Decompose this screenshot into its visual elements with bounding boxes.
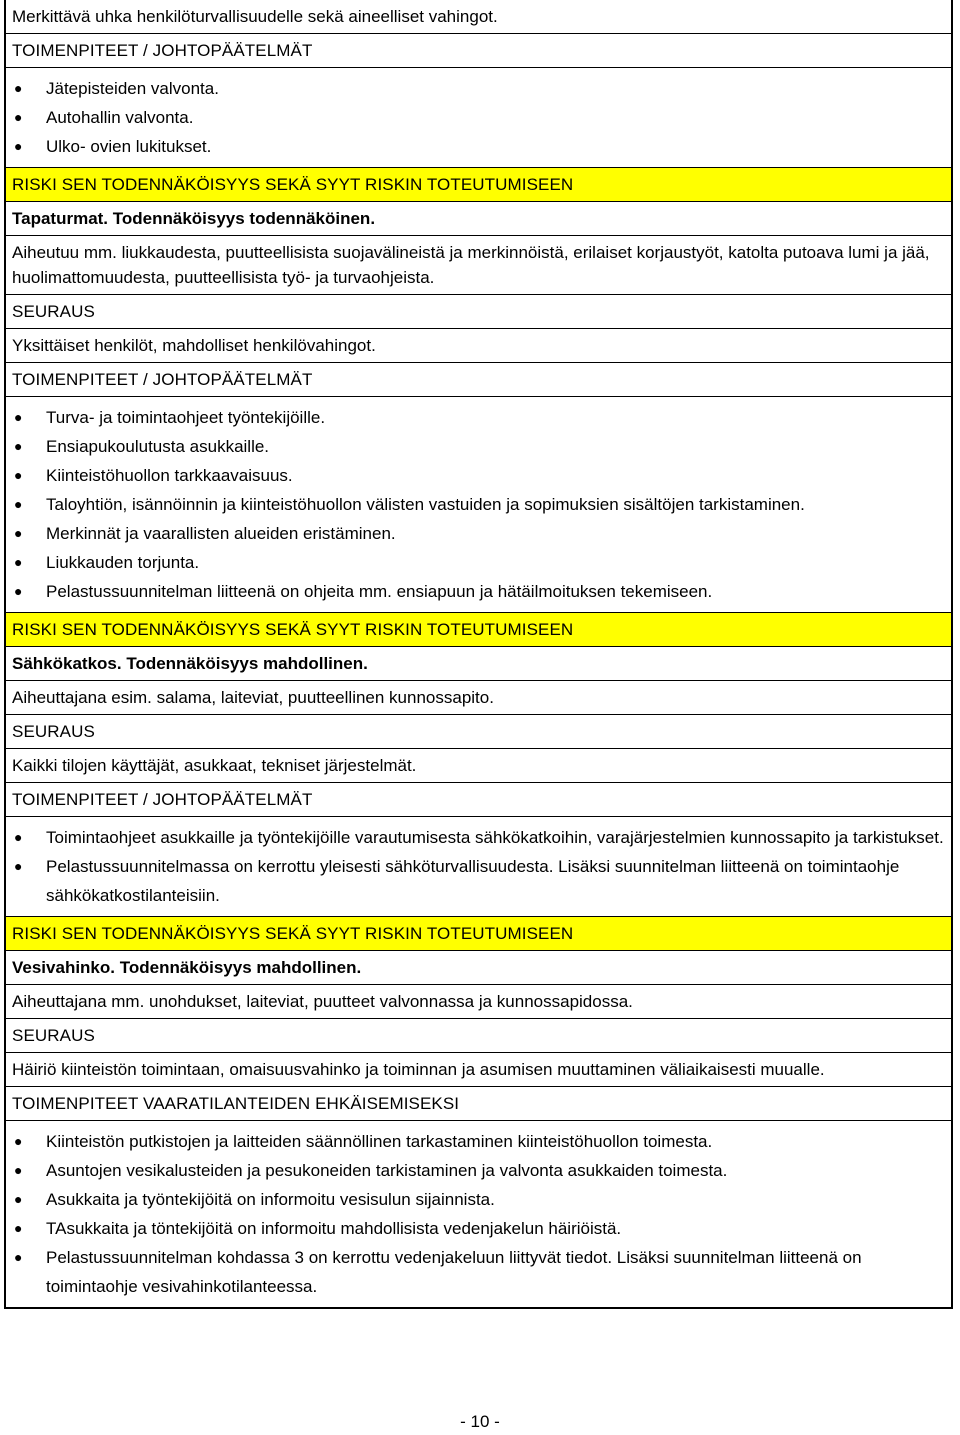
page-number: - 10 - [460, 1412, 500, 1431]
bullet-icon: ● [14, 80, 23, 96]
list-item-text: TAsukkaita ja töntekijöitä on informoitu mahdollisista vedenjakelun häiriöistä. [46, 1219, 622, 1238]
risk-title-row [6, 201, 951, 235]
list-item [12, 403, 945, 432]
list-item [12, 577, 945, 606]
body-text: Aiheutuu mm. liukkaudesta, puutteellisista suojavälineistä ja merkinnöistä, erilaiset korjaustyöt, katolta putoava lumi ja jää, huolimattomuudesta, puutteellisista työ- ja turvaohjeista. [12, 243, 930, 287]
risk-heading-row [6, 916, 951, 950]
text-row [6, 1052, 951, 1086]
list-item-text: Ensiapukoulutusta asukkaille. [46, 437, 270, 456]
section-heading: TOIMENPITEET / JOHTOPÄÄTELMÄT [12, 41, 313, 60]
risk-heading-row [6, 167, 951, 201]
risk-title: Sähkökatkos. Todennäköisyys mahdollinen. [12, 654, 368, 673]
text-row [6, 235, 951, 294]
list-item [12, 1243, 945, 1301]
body-text: Häiriö kiinteistön toimintaan, omaisuusvahinko ja toiminnan ja asumisen muuttaminen väliaikaisesti muualle. [12, 1060, 825, 1079]
risk-title: Tapaturmat. Todennäköisyys todennäköinen. [12, 209, 376, 228]
risk-title-row [6, 950, 951, 984]
list-item [12, 852, 945, 910]
bullet-list [12, 401, 945, 608]
list-item-text: Pelastussuunnitelman kohdassa 3 on kerrottu vedenjakeluun liittyvät tiedot. Lisäksi suunnitelman liitteenä on toimintaohje vesivahinkotilanteessa. [46, 1248, 862, 1296]
list-item [12, 1156, 945, 1185]
risk-heading-row [6, 612, 951, 646]
bullet-icon: ● [14, 138, 23, 154]
section-heading: TOIMENPITEET VAARATILANTEIDEN EHKÄISEMISEKSI [12, 1094, 460, 1113]
list-item-text: Kiinteistöhuollon tarkkaavaisuus. [46, 466, 293, 485]
section-heading-row [6, 362, 951, 396]
section-heading: SEURAUS [12, 302, 95, 321]
bullet-list-row [6, 816, 951, 916]
body-text: Aiheuttajana esim. salama, laiteviat, puutteellinen kunnossapito. [12, 688, 494, 707]
body-text: Kaikki tilojen käyttäjät, asukkaat, tekniset järjestelmät. [12, 756, 417, 775]
list-item-text: Taloyhtiön, isännöinnin ja kiinteistöhuollon välisten vastuiden ja sopimuksien sisältöjen tarkistaminen. [46, 495, 805, 514]
section-heading: TOIMENPITEET / JOHTOPÄÄTELMÄT [12, 370, 313, 389]
section-heading: SEURAUS [12, 722, 95, 741]
body-text: Yksittäiset henkilöt, mahdolliset henkilövahingot. [12, 336, 376, 355]
section-heading: TOIMENPITEET / JOHTOPÄÄTELMÄT [12, 790, 313, 809]
risk-title-row [6, 646, 951, 680]
bullet-icon: ● [14, 1220, 23, 1236]
bullet-icon: ● [14, 858, 23, 874]
bullet-icon: ● [14, 496, 23, 512]
bullet-icon: ● [14, 109, 23, 125]
list-item-text: Asuntojen vesikalusteiden ja pesukoneiden tarkistaminen ja valvonta asukkaiden toimesta. [46, 1161, 728, 1180]
section-heading-row [6, 714, 951, 748]
list-item-text: Pelastussuunnitelmassa on kerrottu yleisesti sähköturvallisuudesta. Lisäksi suunnitelman liitteenä on toimintaohje sähkökatkostilanteisiin. [46, 857, 900, 905]
list-item [12, 103, 945, 132]
bullet-icon: ● [14, 1249, 23, 1265]
list-item [12, 548, 945, 577]
list-item [12, 1127, 945, 1156]
risk-title: Vesivahinko. Todennäköisyys mahdollinen. [12, 958, 362, 977]
text-row [6, 984, 951, 1018]
list-item [12, 432, 945, 461]
list-item [12, 132, 945, 161]
list-item-text: Turva- ja toimintaohjeet työntekijöille. [46, 408, 326, 427]
section-heading-row [6, 1086, 951, 1120]
text-row [6, 0, 951, 33]
document-table [4, 0, 953, 1309]
text-row [6, 328, 951, 362]
list-item [12, 74, 945, 103]
list-item [12, 823, 945, 852]
bullet-icon: ● [14, 467, 23, 483]
list-item-text: Jätepisteiden valvonta. [46, 79, 219, 98]
list-item-text: Toimintaohjeet asukkaille ja työntekijöille varautumisesta sähkökatkoihin, varajärjestelmien kunnossapito ja tarkistukset. [46, 828, 944, 847]
bullet-list-row [6, 396, 951, 612]
bullet-list-row [6, 1120, 951, 1307]
list-item-text: Merkinnät ja vaarallisten alueiden eristäminen. [46, 524, 396, 543]
section-heading-row [6, 1018, 951, 1052]
bullet-icon: ● [14, 409, 23, 425]
section-heading-row [6, 33, 951, 67]
bullet-list [12, 72, 945, 163]
list-item-text: Autohallin valvonta. [46, 108, 194, 127]
risk-heading: RISKI SEN TODENNÄKÖISYYS SEKÄ SYYT RISKIN TOTEUTUMISEEN [12, 175, 574, 194]
bullet-icon: ● [14, 554, 23, 570]
list-item [12, 1214, 945, 1243]
text-row [6, 680, 951, 714]
bullet-list-row [6, 67, 951, 167]
list-item-text: Pelastussuunnitelman liitteenä on ohjeita mm. ensiapuun ja hätäilmoituksen tekemiseen. [46, 582, 713, 601]
list-item [12, 461, 945, 490]
text-row [6, 748, 951, 782]
list-item [12, 490, 945, 519]
bullet-icon: ● [14, 583, 23, 599]
risk-heading: RISKI SEN TODENNÄKÖISYYS SEKÄ SYYT RISKIN TOTEUTUMISEEN [12, 924, 574, 943]
bullet-icon: ● [14, 438, 23, 454]
list-item-text: Asukkaita ja työntekijöitä on informoitu vesisulun sijainnista. [46, 1190, 495, 1209]
body-text: Aiheuttajana mm. unohdukset, laiteviat, puutteet valvonnassa ja kunnossapidossa. [12, 992, 633, 1011]
list-item-text: Kiinteistön putkistojen ja laitteiden säännöllinen tarkastaminen kiinteistöhuollon toimesta. [46, 1132, 713, 1151]
list-item [12, 519, 945, 548]
list-item [12, 1185, 945, 1214]
section-heading-row [6, 782, 951, 816]
bullet-icon: ● [14, 829, 23, 845]
section-heading: SEURAUS [12, 1026, 95, 1045]
bullet-list [12, 1125, 945, 1303]
body-text: Merkittävä uhka henkilöturvallisuudelle sekä aineelliset vahingot. [12, 7, 498, 26]
bullet-list [12, 821, 945, 912]
section-heading-row [6, 294, 951, 328]
list-item-text: Ulko- ovien lukitukset. [46, 137, 212, 156]
bullet-icon: ● [14, 1133, 23, 1149]
bullet-icon: ● [14, 1191, 23, 1207]
bullet-icon: ● [14, 525, 23, 541]
list-item-text: Liukkauden torjunta. [46, 553, 200, 572]
risk-heading: RISKI SEN TODENNÄKÖISYYS SEKÄ SYYT RISKIN TOTEUTUMISEEN [12, 620, 574, 639]
bullet-icon: ● [14, 1162, 23, 1178]
